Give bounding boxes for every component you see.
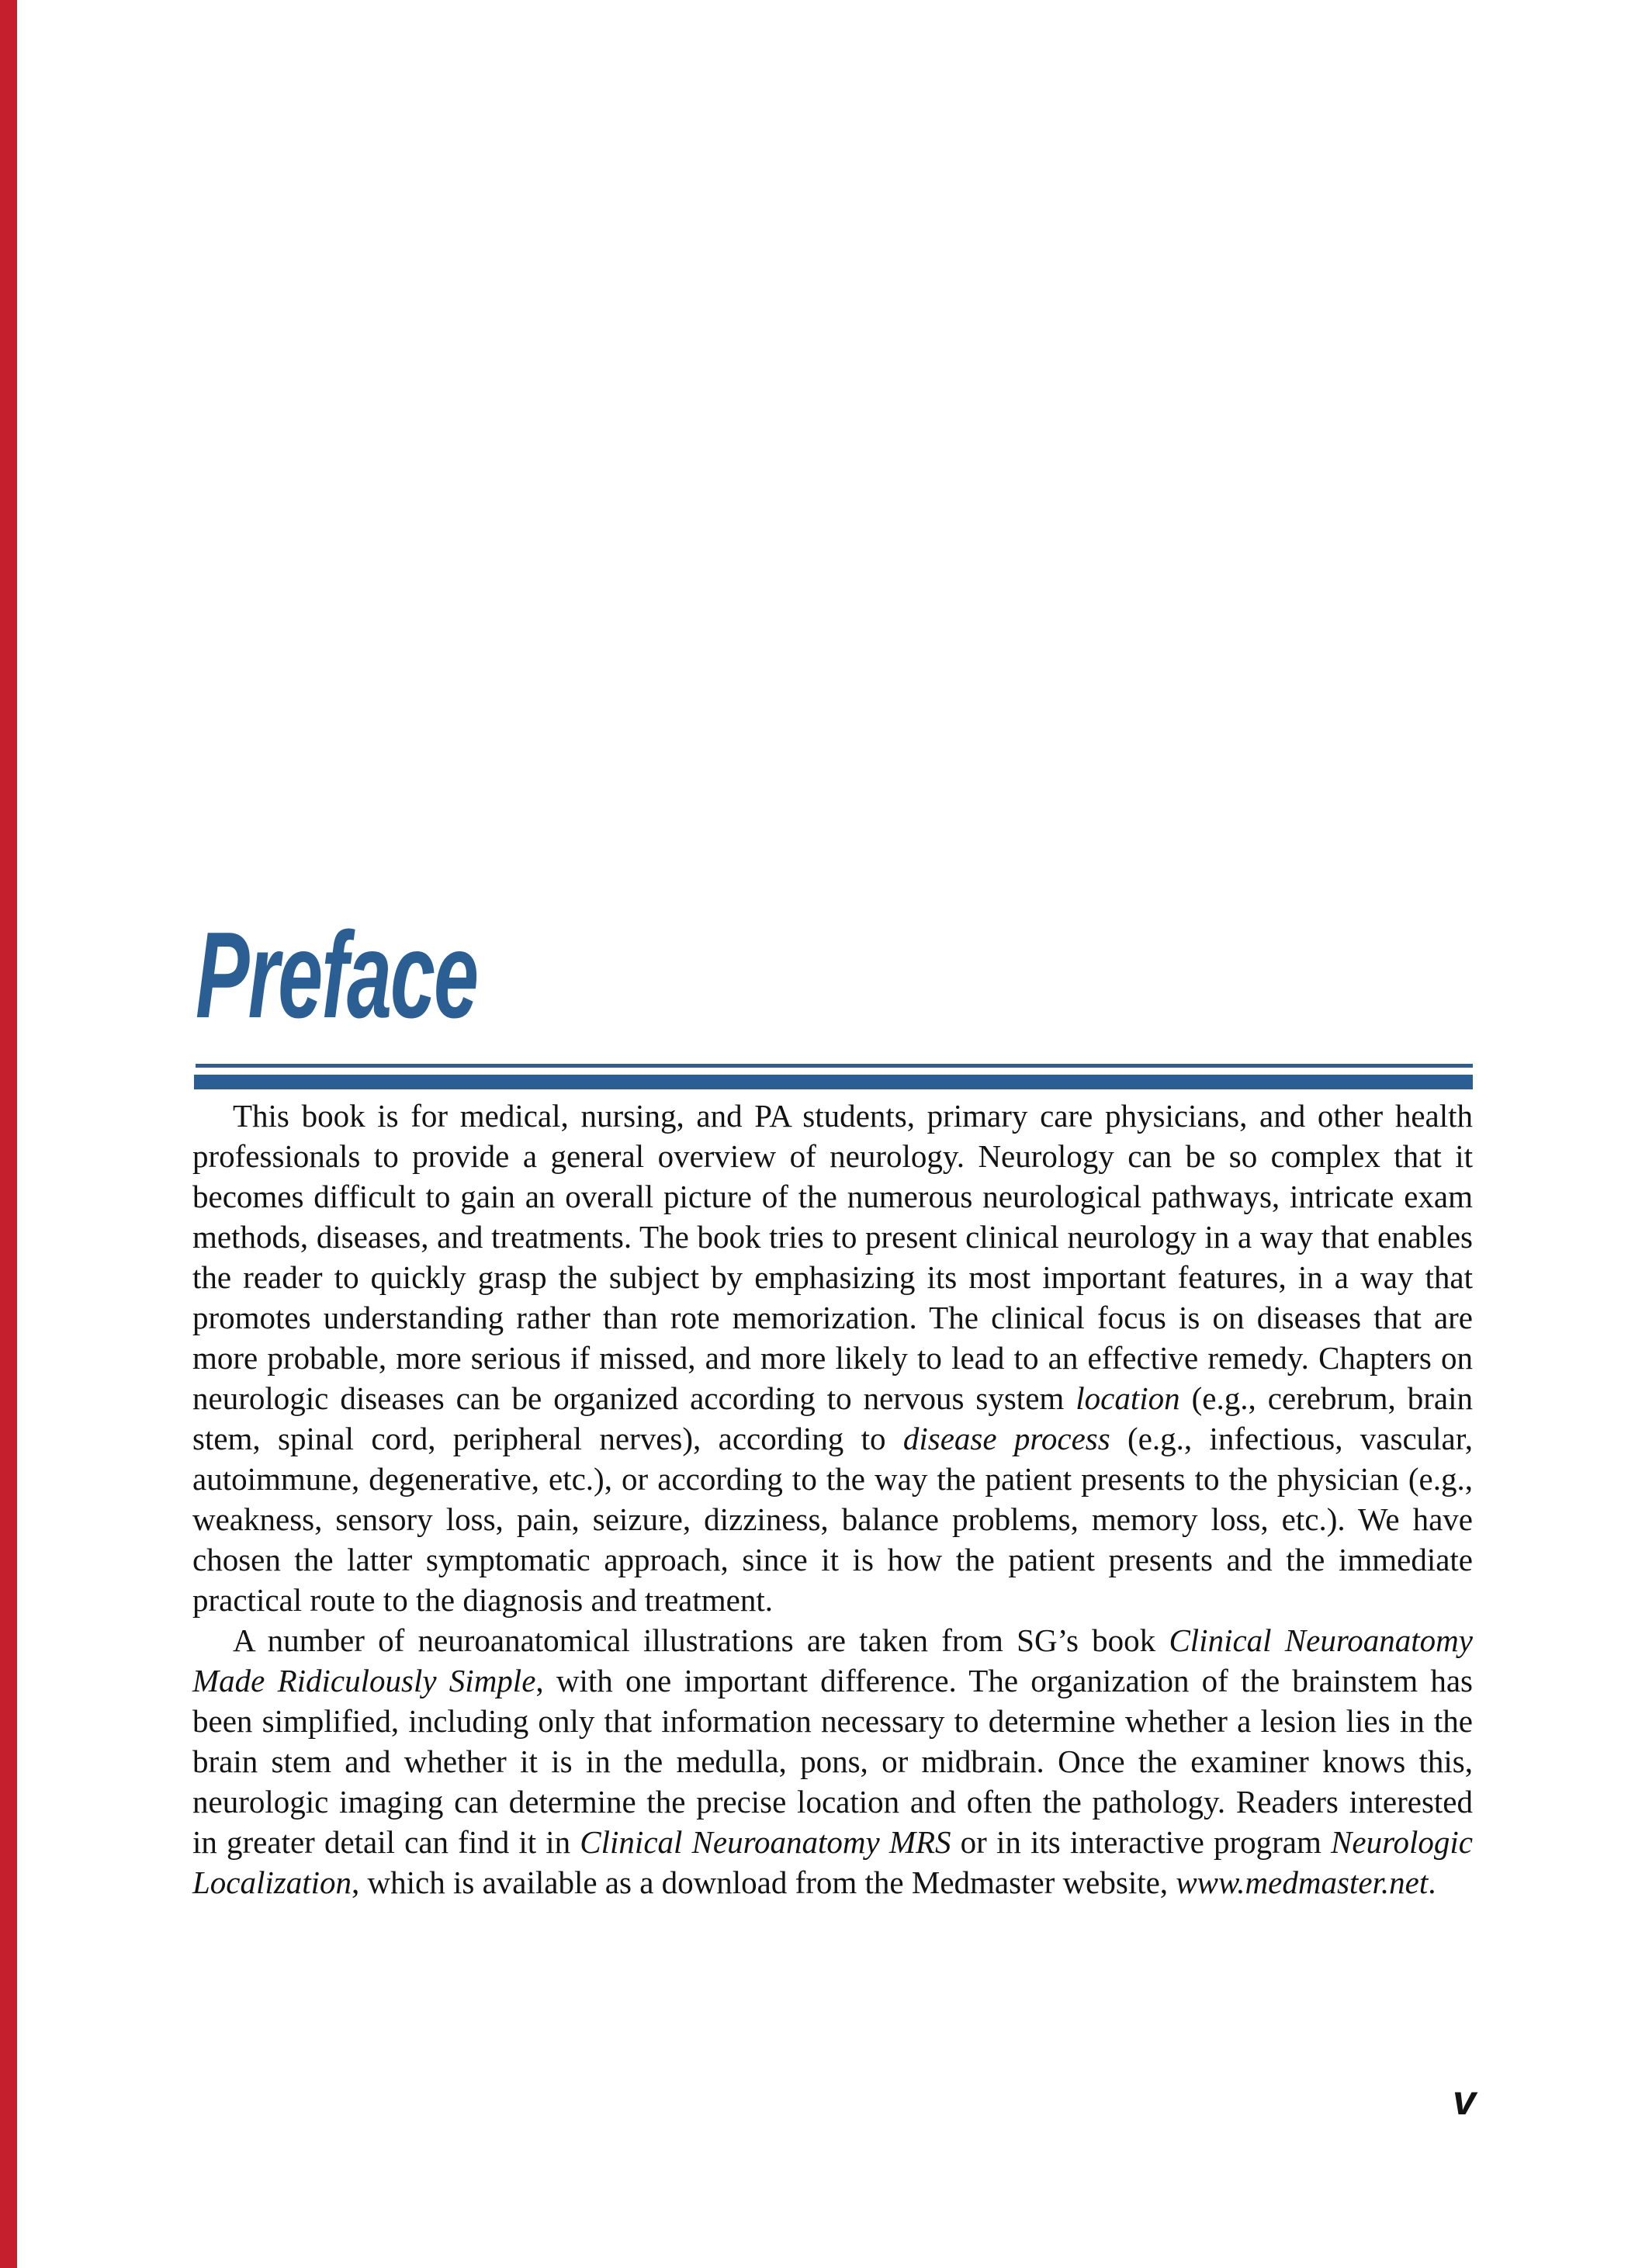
page-edge-strip bbox=[0, 0, 17, 2268]
text-run: . bbox=[1428, 1865, 1436, 1900]
italic-text-run: disease process bbox=[902, 1421, 1110, 1456]
page-number: v bbox=[1453, 2077, 1477, 2124]
text-run: , which is available as a download from the Medmaster website, bbox=[352, 1865, 1176, 1900]
title-rule bbox=[194, 1064, 1473, 1092]
text-run: (e.g., infectious, vascular, autoimmune, degenerative, etc.), or according to the way the patient presents to the physician (e.g., weakness, sensory loss, pain, seizure, dizziness, balance problems, memory loss, etc.). We have chosen the latter symptomatic approach, since it is how the patient presents and the immediate practical route to the diagnosis and treatment. bbox=[192, 1421, 1474, 1618]
italic-text-run: www.medmaster.net bbox=[1176, 1865, 1429, 1900]
preface-body bbox=[192, 1096, 1473, 1903]
paragraph-1 bbox=[192, 1096, 1473, 1620]
text-run: , with one important difference. The organization of the brainstem has been simplified, including only that information necessary to determine whether a lesion lies in the brain stem and whether it is in the medulla, pons, or midbrain. Once the examiner knows this, neurologic imaging can determine the precise location and often the pathology. Readers interested in greater detail can find it in bbox=[192, 1663, 1473, 1860]
italic-text-run: Clinical Neuroanatomy Made Ridiculously Simple bbox=[192, 1622, 1473, 1698]
text-run: (e.g., cerebrum, brain stem, spinal cord, peripheral nerves), according to bbox=[192, 1380, 1473, 1456]
text-run: or in its interactive program bbox=[951, 1824, 1332, 1860]
text-run: This book is for medical, nursing, and PA students, primary care physicians, and other health professionals to provide a general overview of neurology. Neurology can be so complex that it becomes difficult to gain an overall picture of the numerous neurological pathways, intricate exam methods, diseases, and treatments. The book tries to present clinical neurology in a way that enables the reader to quickly grasp the subject by emphasizing its most important features, in a way that promotes understanding rather than rote memorization. The clinical focus is on diseases that are more probable, more serious if missed, and more likely to lead to an effective remedy. Chapters on neurologic diseases can be organized according to nervous system bbox=[192, 1098, 1473, 1416]
title-rule-thick bbox=[194, 1075, 1473, 1089]
chapter-title: Preface bbox=[196, 907, 477, 1044]
paragraph-2 bbox=[192, 1620, 1473, 1903]
text-run: A number of neuroanatomical illustrations are taken from SG’s book bbox=[233, 1622, 1169, 1658]
italic-text-run: Clinical Neuroanatomy MRS bbox=[580, 1824, 951, 1860]
italic-text-run: Neurologic Localization bbox=[192, 1824, 1473, 1900]
title-rule-thin bbox=[196, 1064, 1473, 1068]
italic-text-run: location bbox=[1076, 1380, 1180, 1416]
